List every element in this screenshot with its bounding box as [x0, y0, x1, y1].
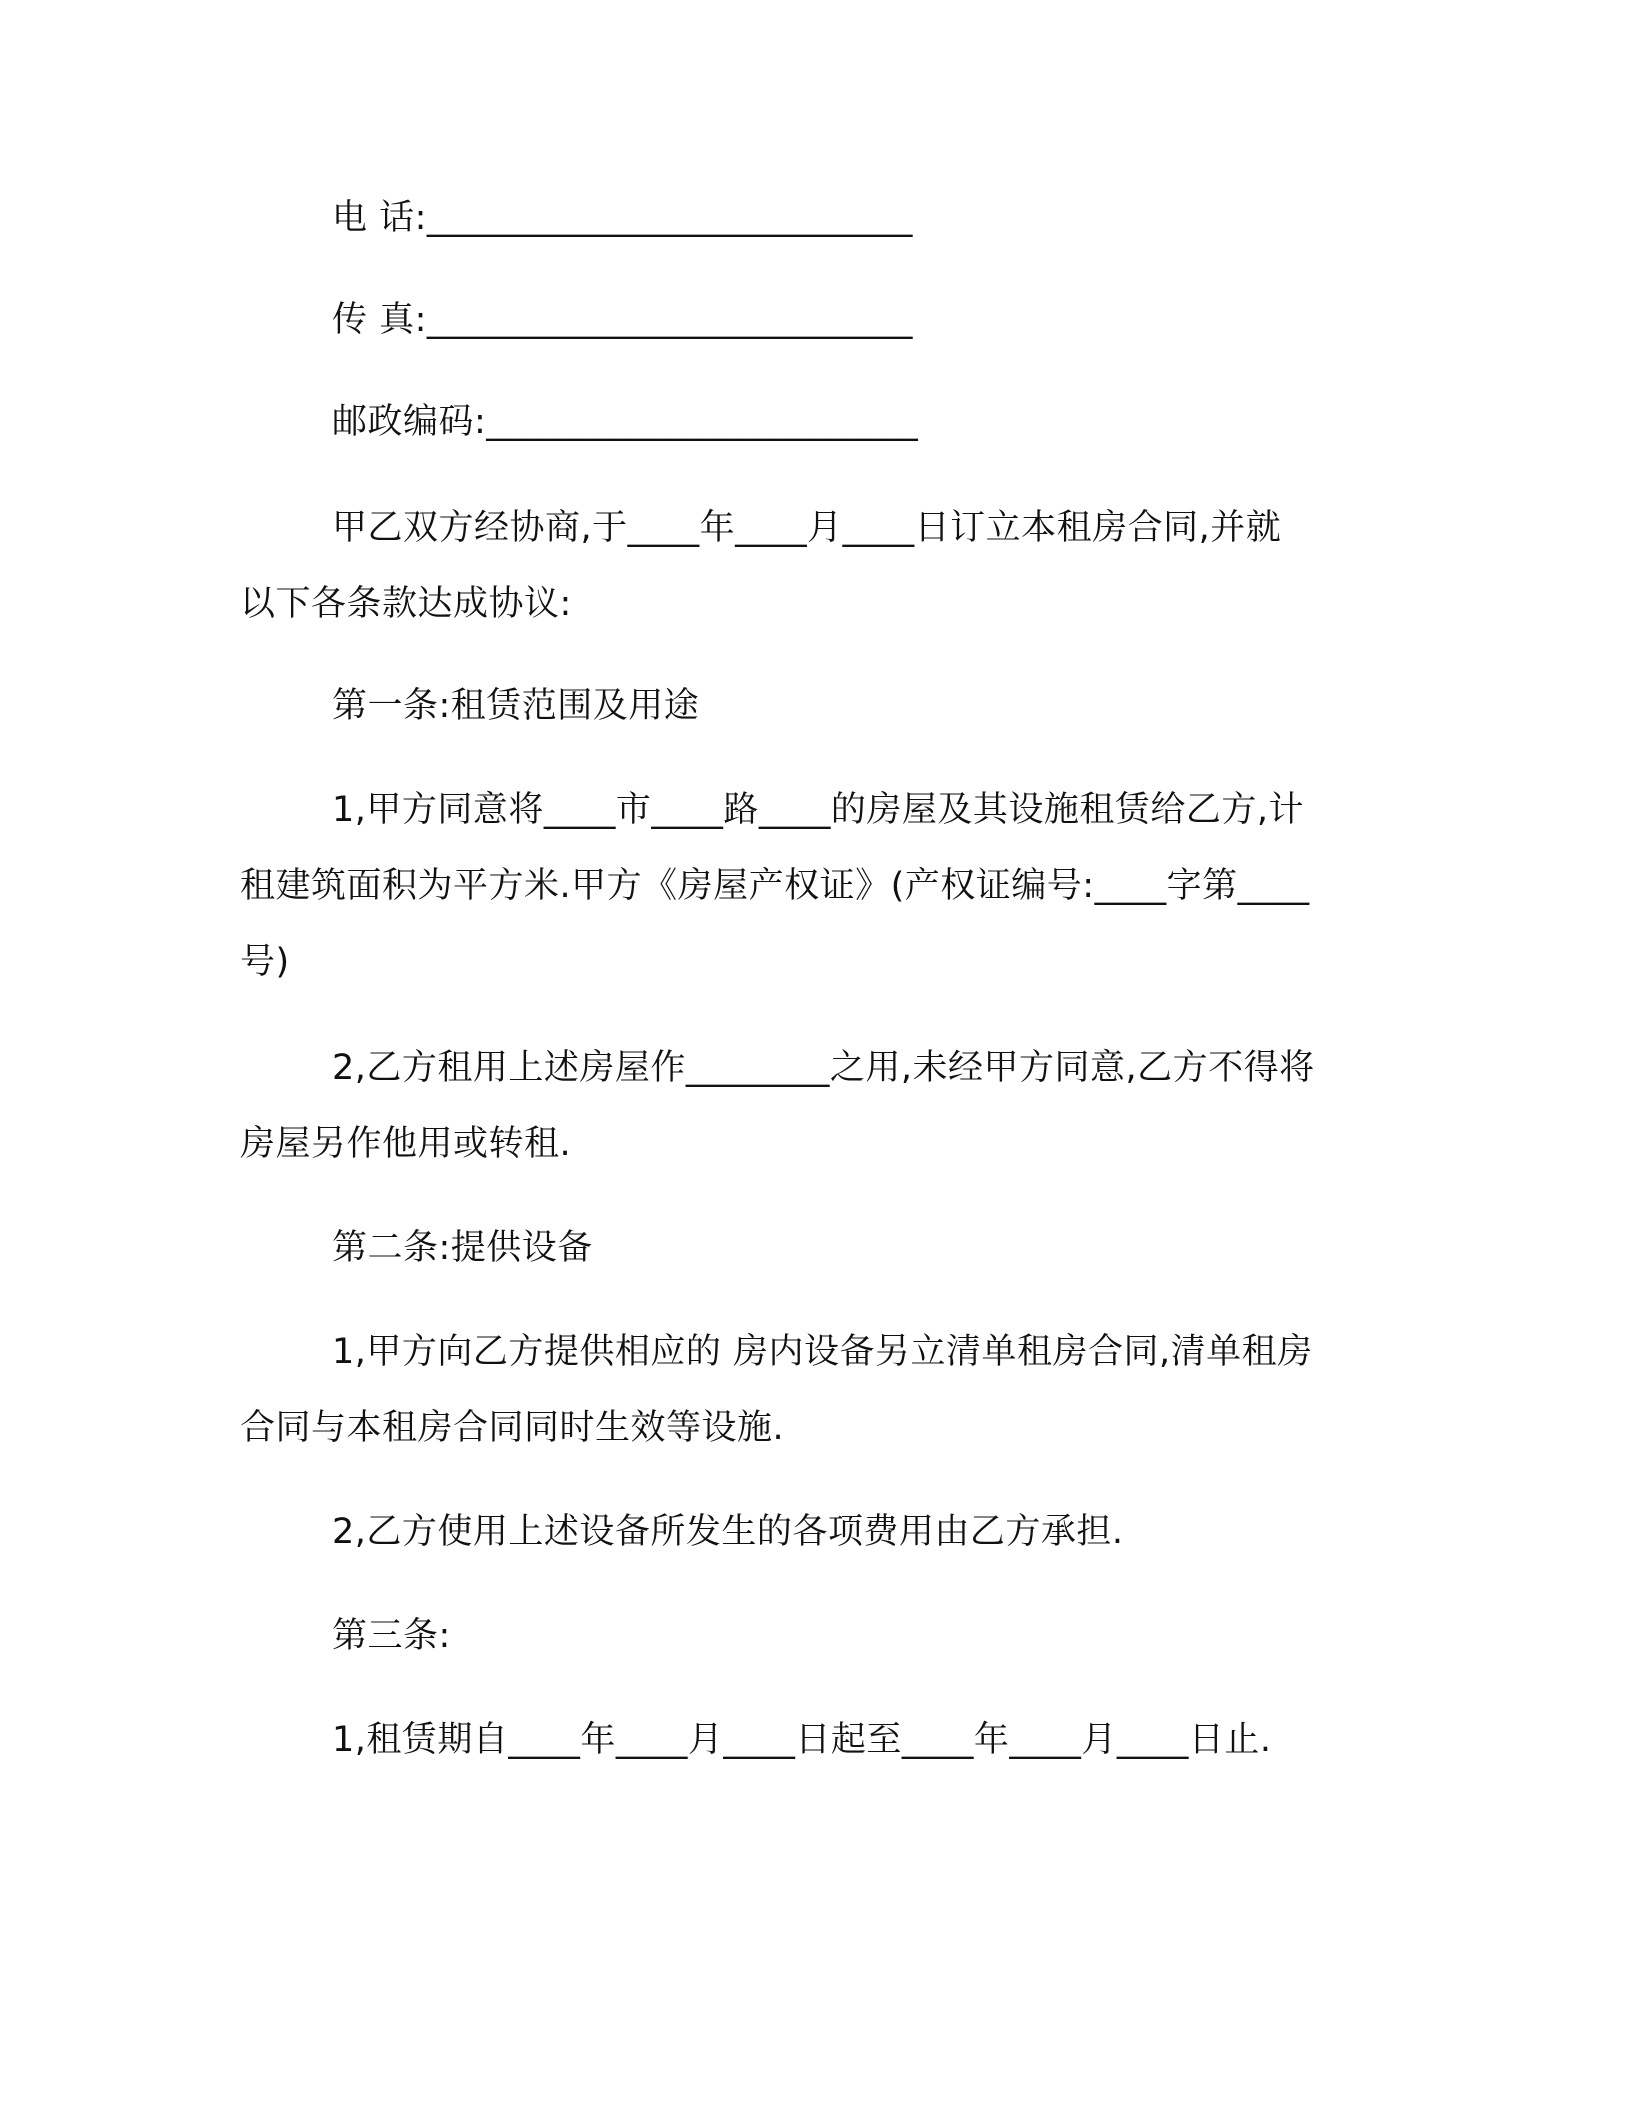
phone-field: 电 话:___________________________ — [332, 198, 913, 238]
article-2-clause-2: 2,乙方使用上述设备所发生的各项费用由乙方承担. — [332, 1512, 1124, 1552]
article-2-clause-1-line-1: 1,甲方向乙方提供相应的 房内设备另立清单租房合同,清单租房 — [332, 1332, 1313, 1372]
article-1-heading: 第一条:租赁范围及用途 — [332, 686, 700, 726]
article-3-heading: 第三条: — [332, 1616, 451, 1656]
article-1-clause-1-line-2: 租建筑面积为平方米.甲方《房屋产权证》(产权证编号:____字第____ — [240, 866, 1310, 906]
article-1-clause-1-line-3: 号) — [240, 942, 290, 982]
postal-code-field: 邮政编码:________________________ — [332, 402, 919, 442]
intro-paragraph-line-1: 甲乙双方经协商,于____年____月____日订立本租房合同,并就 — [332, 508, 1282, 548]
article-2-heading: 第二条:提供设备 — [332, 1228, 593, 1268]
article-1-clause-1-line-1: 1,甲方同意将____市____路____的房屋及其设施租赁给乙方,计 — [332, 790, 1305, 830]
article-1-clause-2-line-2: 房屋另作他用或转租. — [240, 1124, 572, 1164]
article-3-clause-1: 1,租赁期自____年____月____日起至____年____月____日止. — [332, 1720, 1272, 1760]
article-1-clause-2-line-1: 2,乙方租用上述房屋作________之用,未经甲方同意,乙方不得将 — [332, 1048, 1315, 1088]
fax-field: 传 真:___________________________ — [332, 300, 913, 340]
article-2-clause-1-line-2: 合同与本租房合同同时生效等设施. — [240, 1408, 785, 1448]
intro-paragraph-line-2: 以下各条款达成协议: — [240, 584, 572, 624]
